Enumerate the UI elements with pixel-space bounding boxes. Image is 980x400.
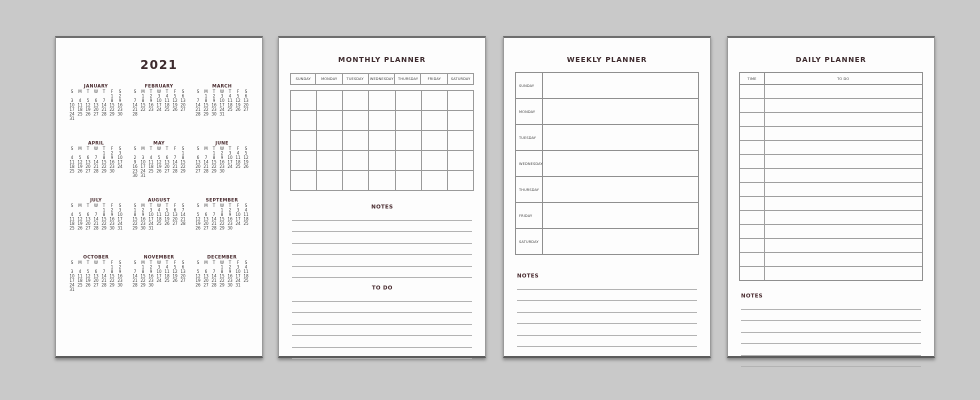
month-day-grid: S M T W T F S 1 2 3 4 5 6 7 8 9 10 11 12 13 14 15 16 17 18 19 20 21 22 23 24 25 26 27 28 — [132, 89, 186, 117]
weekly-day-row — [516, 73, 698, 99]
weekly-day-row — [516, 203, 698, 229]
weekday-initial: T — [86, 89, 89, 94]
note-line — [741, 356, 921, 368]
month-name: OCTOBER — [82, 255, 109, 260]
weekday-initial: S — [245, 146, 248, 151]
monthly-grid-cell — [421, 150, 447, 170]
daily-time-cell — [740, 225, 765, 238]
note-line — [292, 336, 472, 348]
calendar-month — [66, 141, 126, 187]
note-line — [292, 313, 472, 325]
weekday-initial: T — [229, 146, 232, 151]
weekly-day-label: TUESDAY — [516, 125, 543, 150]
weekday-header-cell: MONDAY — [316, 73, 342, 85]
monthly-grid — [290, 90, 474, 191]
weekday-initial: F — [110, 260, 113, 265]
weekday-initial: T — [149, 260, 153, 265]
weekday-initial: T — [86, 146, 89, 151]
monthly-grid-cell — [395, 130, 421, 150]
monthly-weekday-header — [290, 73, 474, 85]
weekday-initial: T — [86, 260, 89, 265]
weekday-initial: W — [93, 89, 98, 94]
weekday-initial: S — [197, 260, 200, 265]
weekday-initial: T — [165, 260, 169, 265]
weekday-initial: M — [77, 146, 82, 151]
daily-todo-cell — [765, 197, 922, 210]
daily-notes-heading — [728, 287, 934, 298]
monthly-planner-title: MONTHLY PLANNER — [338, 56, 426, 64]
weekly-day-content — [543, 229, 698, 254]
daily-row — [740, 85, 922, 99]
month-name: MAY — [153, 141, 165, 146]
weekday-initial: W — [157, 146, 161, 151]
monthly-grid-cell — [447, 130, 473, 150]
weekly-day-label: THURSDAY — [516, 177, 543, 202]
weekday-initial: T — [165, 146, 169, 151]
month-day-grid: S M T W T F S 1 2 3 4 5 6 7 8 9 10 11 12 13 14 15 16 17 18 19 20 21 22 23 24 25 26 27 28 29 30 31 — [69, 89, 123, 121]
weekday-initial: M — [141, 260, 145, 265]
monthly-grid-cell — [342, 110, 368, 130]
note-line — [741, 321, 921, 333]
weekday-initial: T — [86, 203, 89, 208]
weekday-initial: S — [181, 260, 185, 265]
weekday-initial: F — [237, 89, 240, 94]
weekly-day-row — [516, 151, 698, 177]
daily-row — [740, 169, 922, 183]
note-line — [741, 310, 921, 322]
weekday-initial: S — [70, 146, 73, 151]
weekday-initial: S — [181, 146, 185, 151]
daily-row — [740, 113, 922, 127]
monthly-grid-cell — [316, 150, 342, 170]
monthly-grid-cell — [316, 170, 342, 190]
monthly-grid-cell — [290, 150, 316, 170]
month-name: JANUARY — [83, 84, 108, 89]
weekly-day-label: MONDAY — [516, 99, 543, 124]
note-line — [741, 344, 921, 356]
calendar-month — [192, 84, 252, 130]
monthly-grid-cell — [342, 150, 368, 170]
month-name: FEBRUARY — [144, 84, 174, 89]
daily-time-cell — [740, 127, 765, 140]
weekday-initial: T — [102, 203, 105, 208]
weekly-day-row — [516, 99, 698, 125]
weekday-initial: M — [204, 146, 209, 151]
daily-todo-cell — [765, 239, 922, 252]
calendar-month — [192, 198, 252, 244]
daily-time-cell — [740, 155, 765, 168]
daily-row — [740, 155, 922, 169]
weekday-initial: T — [165, 89, 169, 94]
weekday-initial: T — [229, 260, 232, 265]
todo-column-label: TO DO — [837, 76, 850, 81]
daily-time-cell — [740, 267, 765, 280]
monthly-todo-lines — [292, 290, 472, 359]
weekday-initial: M — [204, 260, 209, 265]
calendar-month — [66, 198, 126, 244]
monthly-planner-page — [278, 36, 486, 358]
daily-time-cell — [740, 99, 765, 112]
note-line — [517, 301, 697, 313]
weekly-day-content — [543, 177, 698, 202]
daily-time-cell — [740, 211, 765, 224]
weekday-initial: S — [133, 89, 137, 94]
daily-time-cell — [740, 253, 765, 266]
daily-todo-cell — [765, 127, 922, 140]
monthly-grid-cell — [368, 150, 394, 170]
daily-time-cell — [740, 113, 765, 126]
weekly-day-label: SUNDAY — [516, 73, 543, 98]
weekday-initial: F — [173, 260, 177, 265]
weekday-initial: M — [77, 260, 82, 265]
weekday-initial: T — [149, 146, 153, 151]
daily-todo-cell — [765, 169, 922, 182]
daily-time-cell — [740, 183, 765, 196]
daily-time-cell — [740, 197, 765, 210]
daily-row — [740, 253, 922, 267]
daily-table-header — [740, 73, 922, 85]
daily-todo-cell — [765, 113, 922, 126]
weekly-day-row — [516, 125, 698, 151]
monthly-grid-cell — [316, 90, 342, 110]
weekday-initial: W — [93, 260, 98, 265]
todo-label: TO DO — [371, 285, 393, 292]
weekday-header-cell: TUESDAY — [343, 73, 369, 85]
daily-todo-cell — [765, 225, 922, 238]
monthly-grid-cell — [368, 130, 394, 150]
daily-time-cell — [740, 239, 765, 252]
weekday-initial: F — [173, 89, 177, 94]
daily-time-cell — [740, 169, 765, 182]
note-line — [741, 333, 921, 345]
weekday-initial: F — [237, 203, 240, 208]
daily-row — [740, 197, 922, 211]
calendar-month — [129, 141, 189, 187]
calendar-month — [129, 84, 189, 130]
calendar-month — [129, 198, 189, 244]
weekday-initial: S — [70, 203, 73, 208]
weekday-initial: M — [204, 89, 209, 94]
daily-todo-cell — [765, 253, 922, 266]
month-day-grid: S M T W T F S 1 2 3 4 5 6 7 8 9 10 11 12 13 14 15 16 17 18 19 20 21 22 23 24 25 26 27 28 29 30 31 — [195, 89, 249, 117]
daily-todo-cell — [765, 267, 922, 280]
daily-table — [739, 72, 923, 281]
note-line — [292, 325, 472, 337]
weekday-initial: S — [197, 146, 200, 151]
monthly-grid-cell — [395, 170, 421, 190]
weekly-day-content — [543, 151, 698, 176]
weekday-header-cell: FRIDAY — [421, 73, 447, 85]
daily-time-cell — [740, 85, 765, 98]
monthly-grid-cell — [395, 90, 421, 110]
weekday-initial: S — [70, 260, 73, 265]
weekday-initial: M — [141, 203, 145, 208]
month-day-grid: S M T W T F S 1 2 3 4 5 6 7 8 9 10 11 12 13 14 15 16 17 18 19 20 21 22 23 24 25 26 27 28 29 30 31 — [195, 260, 249, 288]
note-line — [517, 290, 697, 302]
weekday-initial: F — [237, 260, 240, 265]
weekday-initial: T — [102, 260, 105, 265]
weekday-initial: F — [173, 146, 177, 151]
monthly-grid-cell — [395, 110, 421, 130]
weekly-day-content — [543, 125, 698, 150]
monthly-grid-cell — [447, 90, 473, 110]
monthly-grid-cell — [342, 170, 368, 190]
year-months-grid — [56, 72, 262, 301]
weekday-initial: T — [102, 89, 105, 94]
daily-todo-cell — [765, 183, 922, 196]
note-line — [517, 313, 697, 325]
monthly-grid-cell — [290, 90, 316, 110]
weekday-initial: F — [110, 146, 113, 151]
weekday-initial: S — [118, 146, 121, 151]
daily-todo-cell — [765, 155, 922, 168]
monthly-grid-cell — [447, 170, 473, 190]
weekday-initial: T — [213, 260, 216, 265]
weekday-initial: M — [141, 89, 145, 94]
weekday-header-cell: SUNDAY — [290, 73, 316, 85]
weekday-initial: S — [245, 89, 248, 94]
weekly-planner-title: WEEKLY PLANNER — [566, 56, 648, 64]
weekday-initial: M — [204, 203, 209, 208]
month-day-grid: S M T W T F S 1 2 3 4 5 6 7 8 9 10 11 12 13 14 15 16 17 18 19 20 21 22 23 24 25 26 27 28 29 30 — [132, 260, 186, 288]
month-name: AUGUST — [147, 198, 171, 203]
weekday-initial: S — [245, 203, 248, 208]
weekly-planner-page — [503, 36, 711, 358]
month-name: NOVEMBER — [143, 255, 175, 260]
weekday-initial: T — [149, 89, 153, 94]
month-name: SEPTEMBER — [206, 198, 239, 203]
daily-row — [740, 99, 922, 113]
weekday-initial: S — [197, 203, 200, 208]
monthly-notes-heading — [279, 198, 485, 209]
weekday-initial: F — [110, 203, 113, 208]
weekday-initial: F — [237, 146, 240, 151]
monthly-grid-cell — [368, 170, 394, 190]
weekday-initial: S — [133, 203, 137, 208]
note-line — [741, 298, 921, 310]
weekday-initial: S — [118, 89, 121, 94]
month-day-grid: S M T W T F S 1 2 3 4 5 6 7 8 9 10 11 12 13 14 15 16 17 18 19 20 21 22 23 24 25 26 27 28 29 30 31 — [69, 203, 123, 231]
note-line — [517, 324, 697, 336]
notes-label: NOTES — [741, 293, 763, 300]
weekday-initial: S — [245, 260, 248, 265]
yearly-calendar-page — [55, 36, 263, 358]
weekday-initial: S — [181, 203, 185, 208]
month-day-grid: S M T W T F S 1 2 3 4 5 6 7 8 9 10 11 12 13 14 15 16 17 18 19 20 21 22 23 24 25 26 27 28 29 30 31 — [69, 260, 123, 292]
weekly-notes-heading — [504, 267, 710, 278]
month-day-grid: S M T W T F S 1 2 3 4 5 6 7 8 9 10 11 12 13 14 15 16 17 18 19 20 21 22 23 24 25 26 27 28 29 30 31 — [132, 203, 186, 231]
monthly-todo-heading — [279, 279, 485, 290]
daily-row — [740, 211, 922, 225]
daily-todo-cell — [765, 99, 922, 112]
monthly-grid-cell — [290, 130, 316, 150]
month-day-grid: S M T W T F S 1 2 3 4 5 6 7 8 9 10 11 12 13 14 15 16 17 18 19 20 21 22 23 24 25 26 27 28 29 30 — [69, 146, 123, 174]
monthly-grid-cell — [421, 130, 447, 150]
weekday-initial: S — [70, 89, 73, 94]
note-line — [292, 232, 472, 244]
month-day-grid: S M T W T F S 1 2 3 4 5 6 7 8 9 10 11 12 13 14 15 16 17 18 19 20 21 22 23 24 25 26 27 28 29 30 — [195, 203, 249, 231]
weekday-initial: W — [157, 89, 161, 94]
daily-row — [740, 183, 922, 197]
monthly-grid-cell — [316, 130, 342, 150]
note-line — [292, 348, 472, 360]
daily-todo-cell — [765, 211, 922, 224]
month-name: MARCH — [212, 84, 233, 89]
time-column-header — [740, 73, 765, 84]
monthly-grid-cell — [316, 110, 342, 130]
weekday-initial: W — [93, 203, 98, 208]
weekday-initial: T — [213, 203, 216, 208]
weekday-initial: T — [229, 89, 232, 94]
weekday-initial: W — [93, 146, 98, 151]
month-name: JULY — [89, 198, 102, 203]
calendar-month — [66, 84, 126, 130]
weekday-initial: T — [102, 146, 105, 151]
weekday-header-cell: THURSDAY — [395, 73, 421, 85]
note-line — [517, 336, 697, 348]
monthly-grid-cell — [421, 110, 447, 130]
monthly-notes-lines — [292, 209, 472, 278]
daily-notes-lines — [741, 298, 921, 367]
month-day-grid: S M T W T F S 1 2 3 4 5 6 7 8 9 10 11 12 13 14 15 16 17 18 19 20 21 22 23 24 25 26 27 28 29 30 31 — [132, 146, 186, 178]
todo-column-header — [765, 73, 922, 84]
weekday-header-cell: SATURDAY — [448, 73, 474, 85]
daily-row — [740, 127, 922, 141]
daily-table-body — [740, 85, 922, 280]
weekday-initial: W — [220, 146, 225, 151]
weekday-initial: S — [133, 146, 137, 151]
month-name: JUNE — [215, 141, 229, 146]
daily-row — [740, 239, 922, 253]
weekday-initial: M — [77, 203, 82, 208]
monthly-grid-cell — [421, 90, 447, 110]
monthly-grid-cell — [447, 150, 473, 170]
weekly-day-label: SATURDAY — [516, 229, 543, 254]
weekly-notes-lines — [517, 278, 697, 347]
weekday-initial: S — [133, 260, 137, 265]
weekly-day-content — [543, 73, 698, 98]
daily-planner-title: DAILY PLANNER — [795, 56, 867, 64]
weekday-initial: T — [165, 203, 169, 208]
weekday-initial: W — [220, 260, 225, 265]
weekday-initial: T — [213, 146, 216, 151]
weekly-day-label: FRIDAY — [516, 203, 543, 228]
weekly-day-row — [516, 177, 698, 203]
weekly-day-content — [543, 203, 698, 228]
weekday-initial: W — [157, 203, 161, 208]
weekday-initial: T — [229, 203, 232, 208]
weekday-initial: T — [149, 203, 153, 208]
monthly-grid-cell — [342, 130, 368, 150]
weekly-day-content — [543, 99, 698, 124]
note-line — [292, 255, 472, 267]
weekly-day-row — [516, 229, 698, 254]
calendar-month — [66, 255, 126, 301]
month-name: APRIL — [87, 141, 104, 146]
weekly-day-label: WEDNESDAY — [516, 151, 543, 176]
weekday-initial: F — [173, 203, 177, 208]
calendar-month — [129, 255, 189, 301]
weekday-initial: S — [181, 89, 185, 94]
notes-label: NOTES — [371, 204, 393, 211]
notes-label: NOTES — [517, 273, 539, 280]
daily-row — [740, 267, 922, 280]
monthly-grid-cell — [342, 90, 368, 110]
note-line — [292, 267, 472, 279]
weekday-initial: M — [141, 146, 145, 151]
note-line — [292, 244, 472, 256]
weekday-initial: W — [220, 203, 225, 208]
weekday-initial: M — [77, 89, 82, 94]
daily-row — [740, 141, 922, 155]
note-line — [517, 278, 697, 290]
note-line — [292, 221, 472, 233]
daily-planner-page — [727, 36, 935, 358]
monthly-grid-cell — [421, 170, 447, 190]
month-day-grid: S M T W T F S 1 2 3 4 5 6 7 8 9 10 11 12 13 14 15 16 17 18 19 20 21 22 23 24 25 26 27 28 29 30 — [195, 146, 249, 174]
monthly-grid-cell — [368, 110, 394, 130]
monthly-grid-cell — [447, 110, 473, 130]
daily-row — [740, 225, 922, 239]
weekday-initial: S — [118, 203, 121, 208]
weekday-initial: T — [213, 89, 216, 94]
month-name: DECEMBER — [207, 255, 238, 260]
weekday-initial: W — [157, 260, 161, 265]
monthly-grid-cell — [368, 90, 394, 110]
monthly-grid-cell — [290, 110, 316, 130]
monthly-grid-cell — [290, 170, 316, 190]
monthly-grid-cell — [395, 150, 421, 170]
daily-todo-cell — [765, 141, 922, 154]
daily-time-cell — [740, 141, 765, 154]
weekday-initial: S — [118, 260, 121, 265]
year-title: 2021 — [140, 58, 178, 72]
calendar-month — [192, 141, 252, 187]
time-column-label: TIME — [747, 76, 757, 81]
weekday-header-cell: WEDNESDAY — [369, 73, 395, 85]
calendar-month — [192, 255, 252, 301]
weekday-initial: S — [197, 89, 200, 94]
weekday-initial: W — [220, 89, 225, 94]
weekday-initial: F — [110, 89, 113, 94]
daily-todo-cell — [765, 85, 922, 98]
note-line — [292, 302, 472, 314]
weekly-table — [515, 72, 699, 255]
